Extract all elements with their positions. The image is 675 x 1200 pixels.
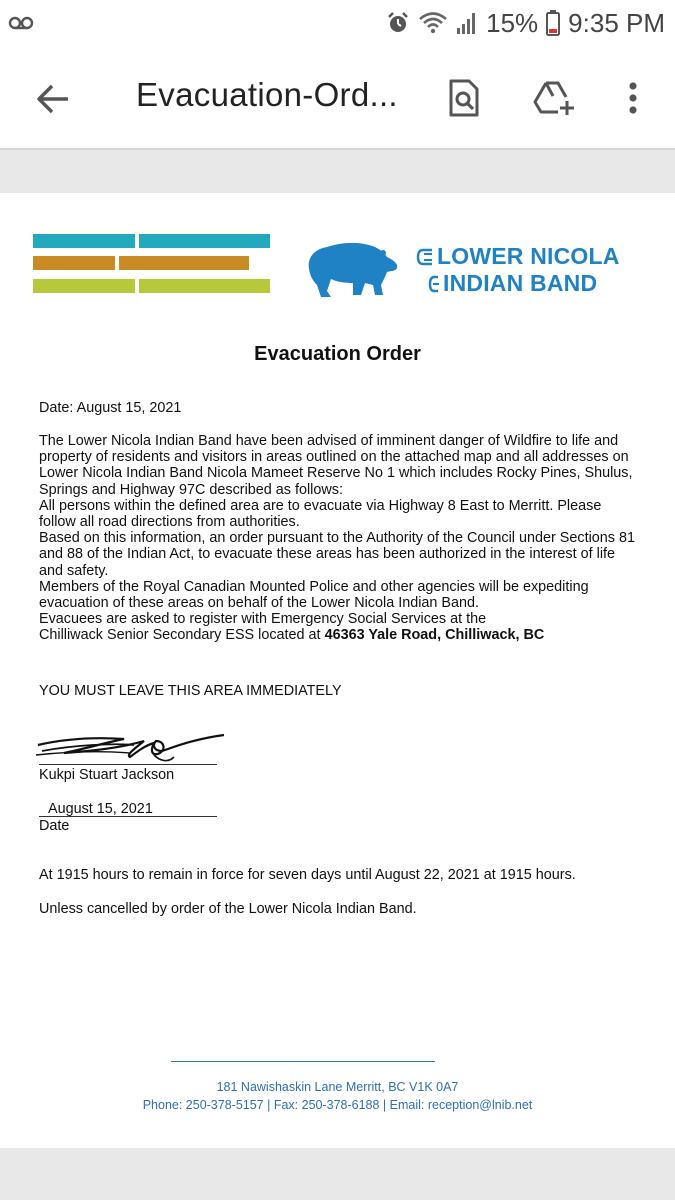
alarm-icon bbox=[386, 11, 410, 35]
more-options-button[interactable] bbox=[607, 72, 659, 124]
signature bbox=[34, 731, 230, 772]
wifi-icon bbox=[418, 11, 448, 35]
logo-bar bbox=[33, 279, 135, 293]
logo-mark-icon bbox=[416, 247, 434, 267]
document-title: Evacuation-Ord... bbox=[136, 76, 398, 113]
main-paragraph bbox=[39, 433, 639, 644]
document-page[interactable] bbox=[0, 193, 675, 1148]
footer-contact: Phone: 250-378-5157 | Fax: 250-378-6188 | Email: reception@lnib.net bbox=[142, 1098, 533, 1112]
logo-bar bbox=[33, 234, 135, 248]
find-in-page-button[interactable] bbox=[438, 72, 490, 124]
in-force-notice: At 1915 hours to remain in force for seven days until August 22, 2021 at 1915 hours. bbox=[39, 867, 576, 883]
document-heading: Evacuation Order bbox=[254, 343, 421, 365]
date-line: Date: August 15, 2021 bbox=[39, 400, 182, 416]
signature-date-label: Date bbox=[39, 818, 70, 834]
signal-icon bbox=[456, 11, 478, 35]
logo-bar bbox=[139, 234, 270, 248]
signature-line bbox=[39, 764, 217, 765]
status-bar bbox=[0, 0, 675, 46]
battery-percent: 15% bbox=[486, 7, 539, 38]
cancel-notice: Unless cancelled by order of the Lower Nicola Indian Band. bbox=[39, 901, 417, 917]
signature-date-value: August 15, 2021 bbox=[48, 801, 153, 817]
find-in-page-icon bbox=[448, 79, 480, 117]
logo-color-bars bbox=[33, 234, 273, 294]
logo-bar bbox=[33, 256, 115, 270]
footer-divider bbox=[171, 1061, 435, 1062]
logo-text-line2: INDIAN BAND bbox=[443, 270, 598, 296]
back-button[interactable] bbox=[30, 76, 76, 122]
logo-wordmark bbox=[416, 243, 620, 297]
logo-bar bbox=[119, 256, 249, 270]
bear-logo-icon bbox=[303, 239, 399, 306]
battery-icon bbox=[546, 10, 560, 36]
voicemail-icon bbox=[8, 9, 34, 40]
ess-address: 46363 Yale Road, Chilliwack, BC bbox=[324, 627, 545, 644]
logo-bar bbox=[139, 279, 270, 293]
more-vert-icon bbox=[628, 81, 638, 115]
app-bar bbox=[0, 46, 675, 150]
signature-date-line bbox=[39, 816, 217, 817]
back-arrow-icon bbox=[36, 84, 70, 114]
footer-address: 181 Nawishaskin Lane Merritt, BC V1K 0A7 bbox=[216, 1080, 459, 1094]
logo-text-line1: LOWER NICOLA bbox=[437, 243, 620, 269]
add-to-drive-icon bbox=[532, 80, 576, 116]
clock: 9:35 PM bbox=[568, 7, 665, 38]
main-paragraph-text: The Lower Nicola Indian Band have been advised of imminent danger of Wildfire to life and property of residents and visitors in areas outlined on the attached map and all addresses on Lower Nicola Indian Band Nicola Mameet Reserve No 1 which includes Rocky Pines, Shulus, Springs and Highway 97C described as follows: All persons within the defined area are to evacuate via Highway 8 East to Merritt. Please follow all road directions from authorities. Based on this information, an order pursuant to the Authority of the Council under Sections 81 and 88 of the Indian Act, to evacuate these areas has been authorized in the interest of life and safety. Members of the Royal Canadian Mounted Police and other agencies will be expediting evacuation of these areas on behalf of the Lower Nicola Indian Band. Evacuees are asked to register with Emergency Social Services at the Chilliwack Senior Secondary ESS located at bbox=[39, 433, 635, 644]
leave-notice: YOU MUST LEAVE THIS AREA IMMEDIATELY bbox=[39, 683, 342, 699]
add-to-drive-button[interactable] bbox=[528, 72, 580, 124]
logo-mark-icon bbox=[428, 274, 440, 294]
signer-name: Kukpi Stuart Jackson bbox=[39, 767, 175, 783]
